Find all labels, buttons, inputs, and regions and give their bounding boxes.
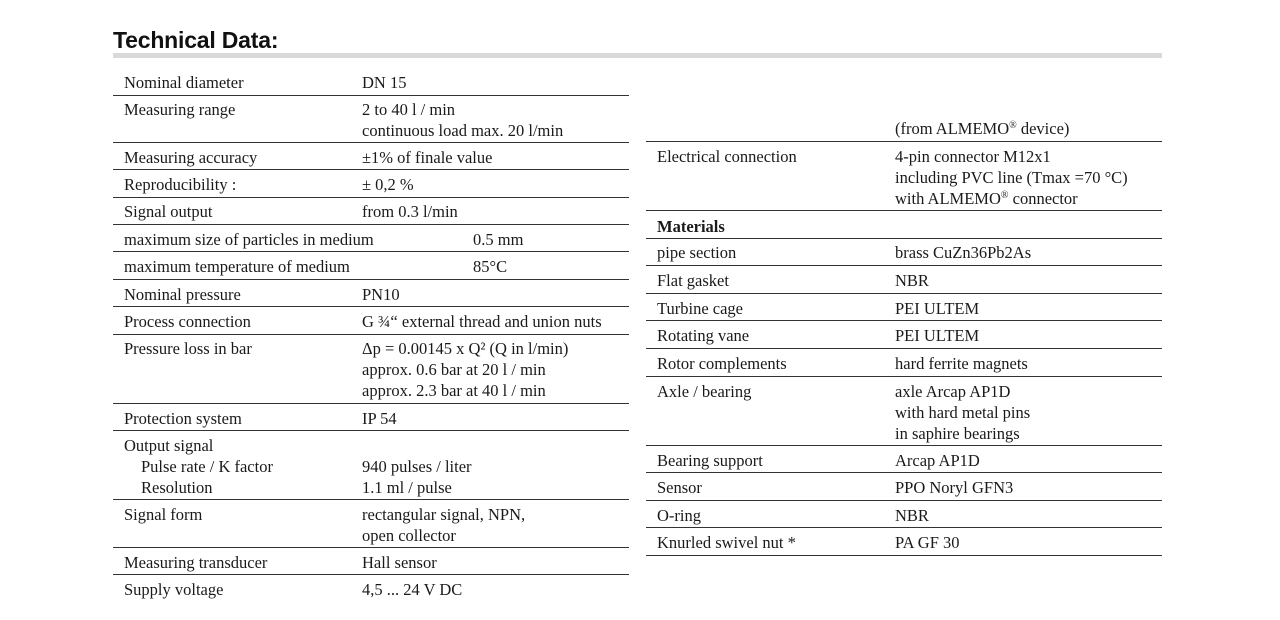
value-line: DN 15	[362, 73, 407, 92]
value-line	[362, 435, 472, 456]
table-row	[113, 198, 629, 225]
row-value	[362, 99, 563, 141]
row-label: Nominal diameter	[124, 73, 244, 92]
row-value	[362, 311, 602, 332]
row-value	[362, 408, 397, 429]
value-line	[895, 188, 1128, 209]
value-line: continuous load max. 20 l/min	[362, 121, 564, 140]
value-line: Hall sensor	[362, 553, 437, 572]
heading-divider	[113, 53, 1162, 58]
value-line: ± 0,2 %	[362, 175, 414, 194]
technical-data-left-table	[113, 70, 629, 601]
technical-data-right-table	[646, 70, 1162, 556]
value-text: connector	[1008, 189, 1078, 208]
value-line: axle Arcap AP1D	[895, 382, 1011, 401]
row-value	[895, 298, 979, 319]
value-line: in saphire bearings	[895, 424, 1020, 443]
table-row	[113, 307, 629, 335]
value-line: 85°C	[473, 257, 508, 276]
section-heading: Materials	[657, 217, 725, 236]
row-value	[895, 353, 1028, 374]
value-line: NBR	[895, 506, 929, 525]
table-row	[646, 294, 1162, 321]
row-label: Reproducibility :	[124, 175, 237, 194]
label-line: Resolution	[141, 478, 213, 497]
table-row	[113, 500, 629, 548]
value-line: IP 54	[362, 409, 397, 428]
table-row	[646, 70, 1162, 142]
table-row	[646, 528, 1162, 556]
table-row	[113, 335, 629, 404]
table-row	[113, 404, 629, 431]
table-row	[113, 143, 629, 170]
table-row	[646, 446, 1162, 473]
value-line: brass CuZn36Pb2As	[895, 243, 1032, 262]
row-value	[895, 381, 1030, 444]
value-line: approx. 2.3 bar at 40 l / min	[362, 381, 546, 400]
row-label: Pressure loss in bar	[124, 339, 252, 358]
registered-mark: ®	[1000, 190, 1009, 201]
page-title: Technical Data:	[113, 27, 279, 53]
table-row	[646, 349, 1162, 377]
table-row	[113, 575, 629, 601]
row-value	[895, 532, 960, 553]
row-label: Rotating vane	[657, 326, 750, 345]
row-label: Sensor	[657, 478, 702, 497]
value-line: from 0.3 l/min	[362, 202, 458, 221]
value-line: with hard metal pins	[895, 403, 1031, 422]
value-text: device)	[1016, 119, 1070, 138]
table-row	[646, 501, 1162, 528]
label-line: Pulse rate / K factor	[141, 457, 273, 476]
table-row	[646, 473, 1162, 501]
row-value	[473, 256, 507, 277]
row-label: Bearing support	[657, 451, 763, 470]
section-header-row	[646, 211, 1162, 239]
value-line: 4,5 ... 24 V DC	[362, 580, 463, 599]
value-line: 0.5 mm	[473, 230, 524, 249]
row-label: O-ring	[657, 506, 701, 525]
row-label: Process connection	[124, 312, 251, 331]
value-line: PEI ULTEM	[895, 299, 980, 318]
table-row	[113, 225, 629, 252]
row-label: Electrical connection	[657, 147, 797, 166]
value-line	[895, 118, 1069, 139]
value-line: approx. 0.6 bar at 20 l / min	[362, 360, 546, 379]
row-value	[362, 435, 472, 498]
value-line: hard ferrite magnets	[895, 354, 1028, 373]
row-value	[895, 146, 1128, 209]
row-label: Rotor complements	[657, 354, 787, 373]
row-label: Supply voltage	[124, 580, 224, 599]
row-value	[362, 338, 568, 401]
table-row	[113, 431, 629, 500]
row-label: Protection system	[124, 409, 242, 428]
table-row	[646, 239, 1162, 266]
row-value	[362, 504, 525, 546]
label-line: Output signal	[124, 436, 214, 455]
value-line: 940 pulses / liter	[362, 457, 472, 476]
row-value	[362, 72, 406, 93]
table-row	[113, 96, 629, 143]
row-value	[362, 201, 458, 222]
value-line: Arcap AP1D	[895, 451, 980, 470]
row-value	[362, 552, 437, 573]
value-text: with ALMEMO	[895, 189, 1001, 208]
row-label: Measuring range	[124, 100, 236, 119]
value-line: 1.1 ml / pulse	[362, 478, 452, 497]
value-line: G ¾“ external thread and union nuts	[362, 312, 602, 331]
value-text: (from ALMEMO	[895, 119, 1010, 138]
row-value	[895, 505, 929, 526]
row-value	[895, 242, 1031, 263]
table-row	[113, 170, 629, 198]
table-row	[113, 70, 629, 96]
value-line: PEI ULTEM	[895, 326, 980, 345]
value-line: PA GF 30	[895, 533, 960, 552]
value-line: rectangular signal, NPN,	[362, 505, 526, 524]
value-line: including PVC line (Tmax =70 °C)	[895, 168, 1128, 187]
row-value	[362, 579, 462, 600]
row-value	[895, 118, 1069, 139]
value-line: NBR	[895, 271, 929, 290]
row-label: Signal form	[124, 505, 203, 524]
row-label: Turbine cage	[657, 299, 743, 318]
row-value	[895, 477, 1013, 498]
value-line: 4-pin connector M12x1	[895, 147, 1051, 166]
row-value	[362, 284, 400, 305]
row-label: Measuring transducer	[124, 553, 268, 572]
row-label: maximum size of particles in medium	[124, 230, 374, 249]
value-line: ±1% of finale value	[362, 148, 493, 167]
table-row	[113, 280, 629, 307]
table-row	[113, 252, 629, 280]
table-row	[646, 142, 1162, 211]
table-row	[646, 321, 1162, 349]
row-value	[362, 174, 414, 195]
value-line: Δp = 0.00145 x Q² (Q in l/min)	[362, 339, 569, 358]
row-value	[362, 147, 492, 168]
value-line: 2 to 40 l / min	[362, 100, 456, 119]
table-row	[646, 377, 1162, 446]
table-row	[646, 266, 1162, 294]
row-value	[473, 229, 523, 250]
row-label: pipe section	[657, 243, 737, 262]
row-label: Flat gasket	[657, 271, 729, 290]
registered-mark: ®	[1009, 120, 1017, 131]
row-label: Signal output	[124, 202, 213, 221]
table-row	[113, 548, 629, 575]
row-label: Axle / bearing	[657, 382, 752, 401]
row-label	[124, 435, 273, 498]
value-line: open collector	[362, 526, 456, 545]
row-label: Measuring accuracy	[124, 148, 258, 167]
row-label: Knurled swivel nut *	[657, 533, 796, 552]
row-value	[895, 450, 980, 471]
row-value	[895, 270, 929, 291]
value-line: PPO Noryl GFN3	[895, 478, 1014, 497]
row-label: maximum temperature of medium	[124, 257, 350, 276]
value-line: PN10	[362, 285, 400, 304]
row-value	[895, 325, 979, 346]
row-label: Nominal pressure	[124, 285, 241, 304]
